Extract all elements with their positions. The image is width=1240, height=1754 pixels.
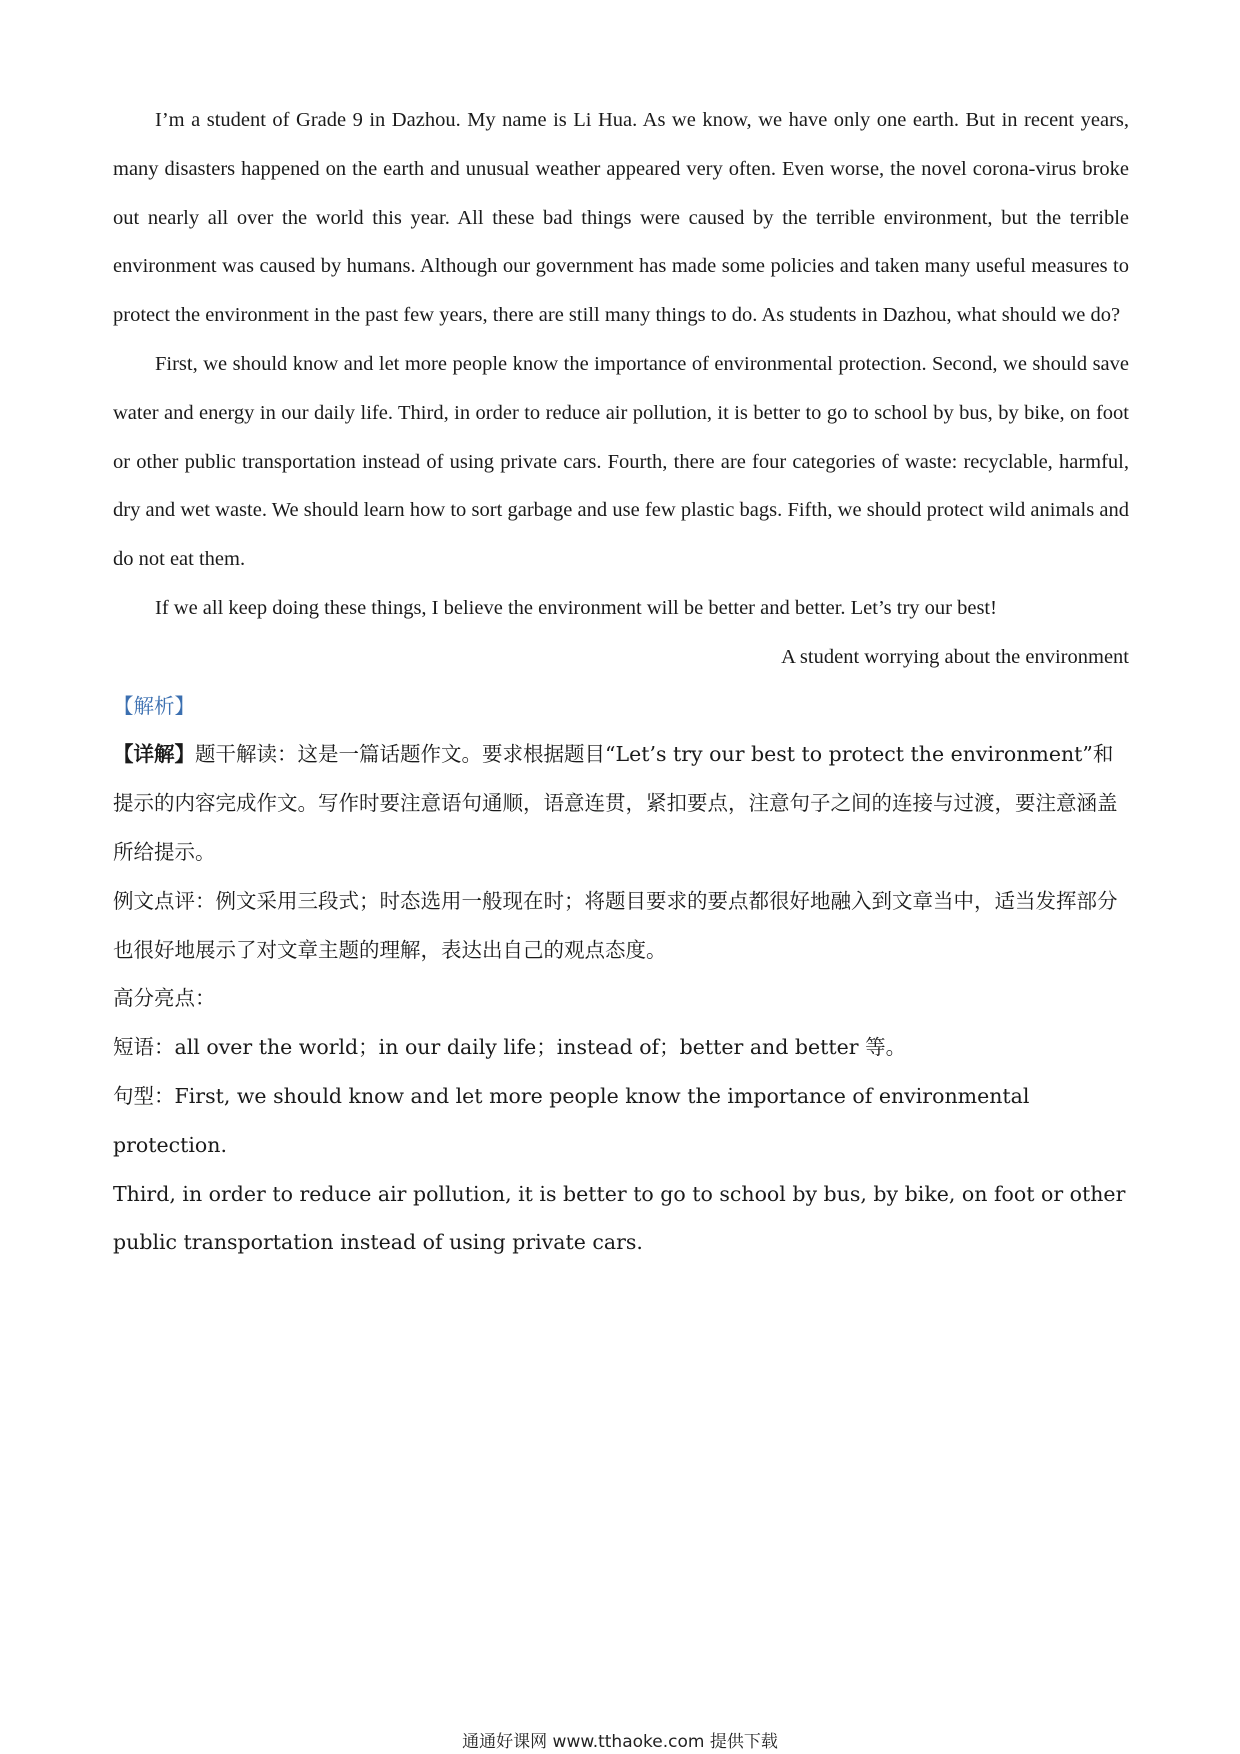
- analysis-review: 例文点评：例文采用三段式；时态选用一般现在时；将题目要求的要点都很好地融入到文章当中，适当发挥部分也很好地展示了对文章主题的理解，表达出自己的观点态度。: [113, 888, 1118, 962]
- detail-tag: 【详解】: [113, 742, 195, 767]
- highlight-sentence-1: 句型：First, we should know and let more people know the importance of environmental protection.: [113, 1083, 1030, 1157]
- essay-paragraph-3: If we all keep doing these things, I believe the environment will be better and better. Let’s try our best!: [155, 596, 997, 619]
- detail-text: 题干解读：这是一篇话题作文。要求根据题目“Let’s try our best to protect the environment”和提示的内容完成作文。写作时要注意语句通顺，语意连贯，紧扣要点，注意句子之间的连接与过渡，要注意涵盖所给提示。: [113, 742, 1118, 864]
- highlights-title: 高分亮点：: [113, 986, 216, 1011]
- analysis-label: 【解析】: [113, 693, 195, 718]
- essay-paragraph-1: I’m a student of Grade 9 in Dazhou. My name is Li Hua. As we know, we have only one earth. But in recent years, many disasters happened on the earth and unusual weather appeared very often. Even worse, the novel corona-virus broke out nearly all over the world this year. All these bad things were caused by the terrible environment, but the terrible environment was caused by humans. Although our government has made some policies and taken many useful measures to protect the environment in the past few years, there are still many things to do. As students in Dazhou, what should we do?: [113, 109, 1129, 327]
- highlight-phrases: 短语：all over the world；in our daily life；instead of；better and better 等。: [113, 1035, 907, 1060]
- document-body: [113, 96, 1129, 1267]
- essay-paragraph-2: First, we should know and let more people know the importance of environmental protection. Second, we should save water and energy in our daily life. Third, in order to reduce air pollution, it is better to go to school by bus, by bike, on foot or other public transportation instead of using private cars. Fourth, there are four categories of waste: recyclable, harmful, dry and wet waste. We should learn how to sort garbage and use few plastic bags. Fifth, we should protect wild animals and do not eat them.: [113, 352, 1129, 571]
- page-footer: 通通好课网 www.tthaoke.com 提供下载: [462, 1732, 778, 1752]
- essay-signature: A student worrying about the environment: [781, 645, 1129, 668]
- highlight-sentence-2: Third, in order to reduce air pollution, it is better to go to school by bus, by bike, on foot or other public transportation instead of using private cars.: [113, 1181, 1126, 1255]
- analysis-detail: [113, 730, 1129, 876]
